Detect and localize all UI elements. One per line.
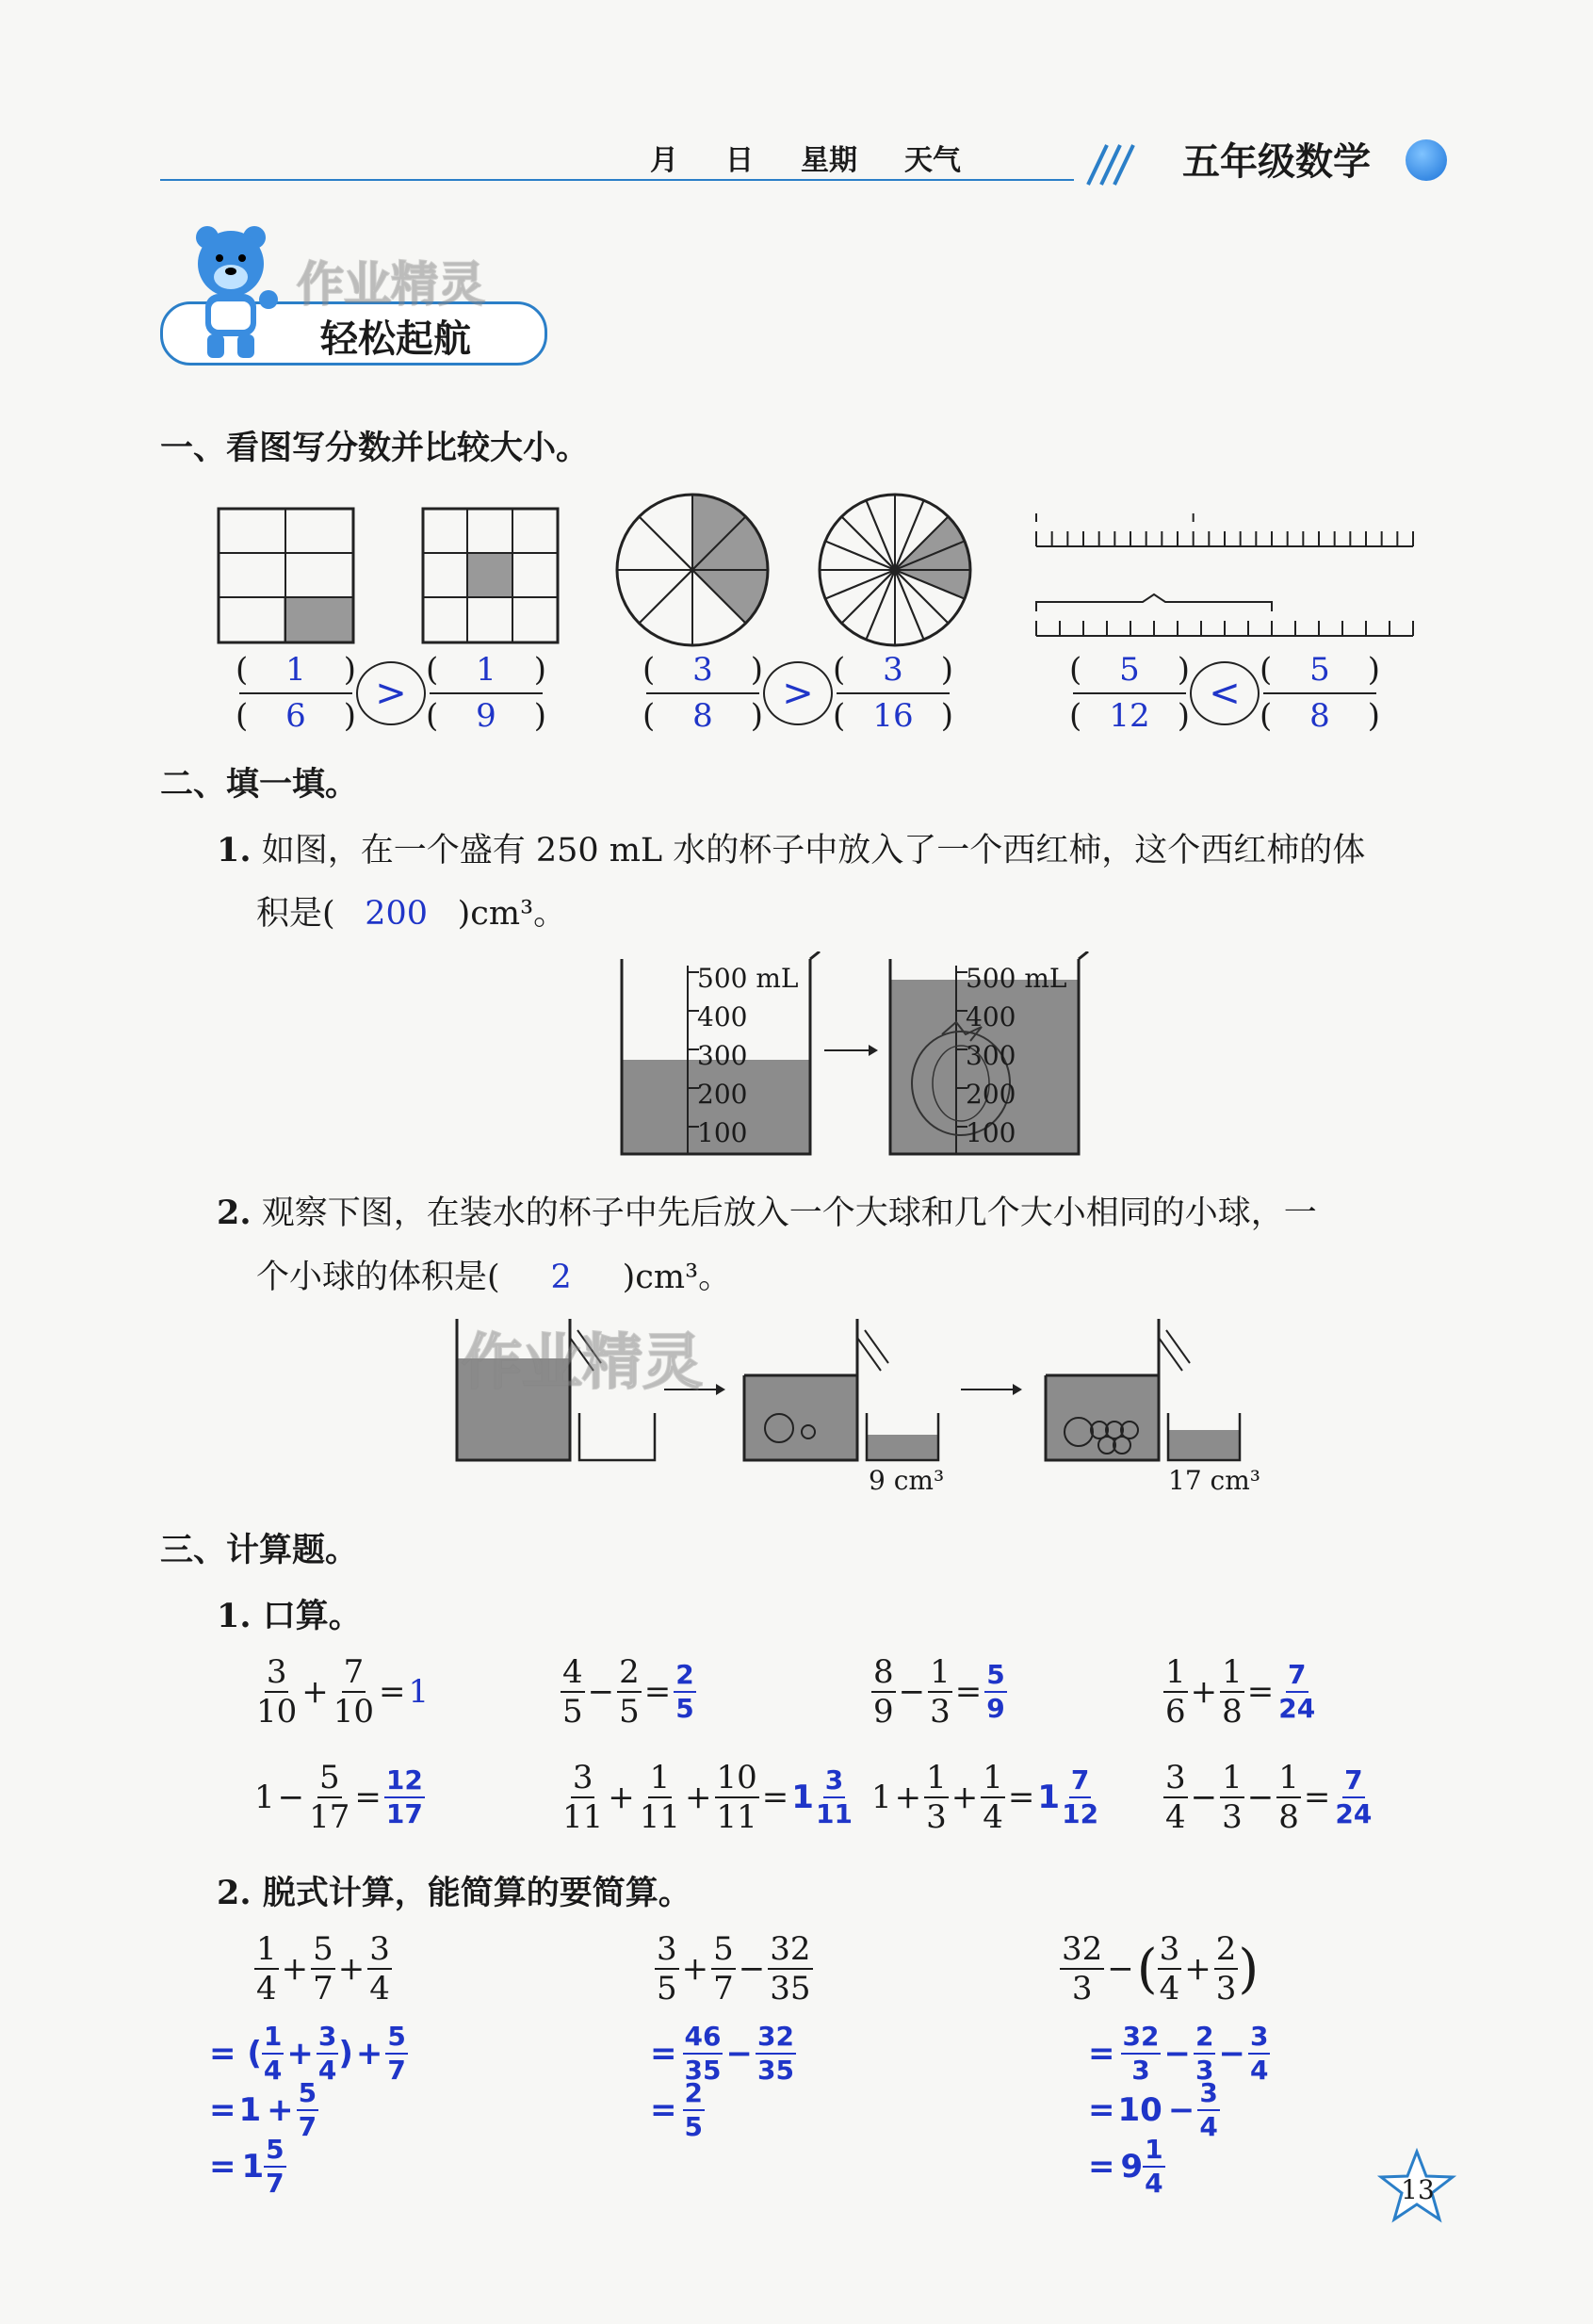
calc1-step2: = 1 + $\frac{5}{7}$: [209, 2077, 317, 2142]
pie-slice: [617, 570, 692, 624]
oral-expr-4: $\frac{1}{6}$ + $\frac{1}{8}$ = $\frac{7}{24}$: [1165, 1653, 1316, 1731]
header-rule: [160, 179, 1074, 181]
date-month-label: 月: [650, 144, 678, 177]
pie-slice: [692, 570, 768, 624]
q1-text: 如图，在一个盛有 250 mL 水的杯子中放入了一个西红柿，这个西红柿的体: [261, 832, 1366, 869]
oral-expr-6: $\frac{3}{11}$ + $\frac{1}{11}$ + $\frac{10}{11}$ = 1 $\frac{3}{11}$: [562, 1759, 853, 1836]
overflow-label-2: 17 cm³: [1168, 1465, 1260, 1496]
calc1-question: $\frac{1}{4}$ + $\frac{5}{7}$ + $\frac{3}{4}$: [256, 1930, 390, 2007]
compare-fraction: ( 1 ) ( 9 ): [426, 651, 546, 735]
bear-mascot-icon: [179, 226, 292, 363]
compare-fraction: ( 3 ) ( 16 ): [833, 651, 953, 735]
compare-symbol: >: [356, 661, 426, 725]
compare-group-3: [1069, 650, 1380, 736]
q2-line1: [217, 1187, 1317, 1234]
calc2-step1: = $\frac{46}{35}$ − $\frac{32}{35}$: [650, 2021, 794, 2086]
oral-answer: $\frac{2}{5}$: [675, 1659, 694, 1724]
answer-num: 1: [476, 651, 496, 689]
q2-number: 2.: [217, 1194, 252, 1232]
calc3-question: $\frac{32}{3}$ − ( $\frac{3}{4}$ + $\frac{2}{3}$ ): [1062, 1930, 1260, 2007]
oral-answer: 1: [408, 1673, 430, 1711]
date-weather-label: 天气: [904, 144, 961, 177]
calc3-step1: = $\frac{32}{3}$ − $\frac{2}{3}$ − $\frac{3}{4}$: [1088, 2021, 1269, 2086]
date-weekday-label: 星期: [801, 144, 857, 177]
number-line-part: [1036, 513, 1194, 522]
section1-title: 一、看图写分数并比较大小。: [160, 430, 590, 467]
calc1-step3: = 1 $\frac{5}{7}$: [209, 2134, 284, 2199]
compare-symbol: <: [1190, 661, 1260, 725]
watermark-middle: 作业精灵: [462, 1328, 703, 1398]
q1-line2: [256, 887, 566, 934]
q2-prefix: 个小球的体积是(: [256, 1259, 500, 1296]
number-line-part: [1036, 594, 1272, 611]
compare-symbol: >: [763, 661, 833, 725]
oral-answer: $\frac{7}{24}$: [1278, 1659, 1316, 1724]
beaker-label: 100: [966, 1117, 1016, 1148]
compare-group-1: [236, 650, 546, 736]
oral-expr-1: $\frac{3}{10}$ + $\frac{7}{10}$ = 1: [256, 1653, 430, 1731]
pie-slice: [639, 570, 692, 645]
beaker-label: 500 mL: [966, 963, 1067, 994]
calc3-step2: = 10 − $\frac{3}{4}$: [1088, 2077, 1218, 2142]
compare-fraction: ( 5 ) ( 12 ): [1069, 651, 1190, 735]
answer-den: 9: [476, 696, 496, 735]
circle-figure-16ths: [815, 490, 975, 650]
oral-answer: 1 $\frac{7}{12}$: [1037, 1764, 1099, 1829]
calc1-step1: = ( $\frac{1}{4}$ + $\frac{3}{4}$ ) + $\frac{5}{7}$: [209, 2021, 406, 2086]
beaker-label: 200: [966, 1079, 1016, 1110]
beaker-label: 400: [966, 1001, 1016, 1032]
answer-num: 1: [285, 651, 306, 689]
answer-num: 3: [883, 651, 903, 689]
section3-title: 三、计算题。: [160, 1532, 359, 1569]
calc-title: 2. 脱式计算，能简算的要简算。: [217, 1874, 691, 1912]
compare-fraction: ( 1 ) ( 6 ): [236, 651, 356, 735]
number-line-figure: [1027, 513, 1422, 655]
q2-line2: [256, 1251, 731, 1298]
beaker-right-labels: [966, 959, 1067, 1152]
compare-fraction: ( 5 ) ( 8 ): [1260, 651, 1380, 735]
beaker-label: 100: [697, 1117, 748, 1148]
q1-prefix: 积是(: [256, 895, 335, 933]
pie-slice: [895, 570, 924, 645]
book-title: 五年级数学: [1182, 140, 1371, 184]
q1-suffix: )cm³。: [457, 895, 567, 933]
pie-slice: [820, 570, 895, 599]
answer-den: 8: [692, 696, 713, 735]
beaker-left-labels: [697, 959, 799, 1152]
q1-line1: [217, 824, 1365, 871]
q1-answer: 200: [365, 895, 429, 933]
beaker-label: 400: [697, 1001, 748, 1032]
beaker-label: 300: [966, 1040, 1016, 1071]
answer-den: 12: [1109, 696, 1150, 735]
header-slash-icon: [1079, 139, 1135, 187]
page-number: 13: [1401, 2174, 1435, 2205]
oral-answer: $\frac{12}{17}$: [385, 1764, 423, 1829]
pie-slice: [617, 516, 692, 570]
oral-title: 1. 口算。: [217, 1597, 362, 1635]
watermark-top: 作业精灵: [297, 257, 485, 312]
date-day-label: 日: [725, 144, 754, 177]
answer-den: 6: [285, 696, 306, 735]
pie-slice: [866, 495, 895, 570]
oral-expr-2: $\frac{4}{5}$ − $\frac{2}{5}$ = $\frac{2}{5}$: [562, 1653, 694, 1731]
pie-slice: [639, 495, 692, 570]
oral-expr-5: 1 − $\frac{5}{17}$ = $\frac{12}{17}$: [254, 1759, 423, 1836]
overflow-label-1: 9 cm³: [869, 1465, 945, 1496]
answer-num: 5: [1119, 651, 1140, 689]
blue-dot-icon: [1406, 139, 1447, 181]
answer-den: 16: [872, 696, 914, 735]
header: [160, 132, 1460, 198]
answer-num: 3: [692, 651, 713, 689]
compare-group-2: [642, 650, 953, 736]
calc2-question: $\frac{3}{5}$ + $\frac{5}{7}$ − $\frac{32}{35}$: [657, 1930, 811, 2007]
answer-den: 8: [1309, 696, 1330, 735]
circle-figure-8ths: [612, 490, 772, 650]
q1-number: 1.: [217, 831, 252, 869]
oral-expr-3: $\frac{8}{9}$ − $\frac{1}{3}$ = $\frac{5}{9}$: [873, 1653, 1005, 1731]
oral-answer: $\frac{7}{24}$: [1335, 1764, 1373, 1829]
banner: [160, 226, 556, 367]
oral-answer: 1 $\frac{3}{11}$: [791, 1764, 853, 1829]
beaker-label: 300: [697, 1040, 748, 1071]
oral-answer: $\frac{5}{9}$: [986, 1659, 1005, 1724]
beaker-label: 200: [697, 1079, 748, 1110]
grid-figure-1: [217, 507, 356, 646]
oral-expr-7: 1 + $\frac{1}{3}$ + $\frac{1}{4}$ = 1 $\frac{7}{12}$: [871, 1759, 1099, 1836]
beaker-label: 500 mL: [697, 963, 799, 994]
q2-suffix: )cm³。: [622, 1259, 732, 1296]
compare-fraction: ( 3 ) ( 8 ): [642, 651, 763, 735]
banner-title: 轻松起航: [320, 317, 471, 361]
section2-title: 二、填一填。: [160, 766, 359, 804]
q2-answer: 2: [550, 1259, 572, 1296]
q2-text: 观察下图，在装水的杯子中先后放入一个大球和几个大小相同的小球，一: [261, 1195, 1317, 1232]
answer-num: 5: [1309, 651, 1330, 689]
calc2-step2: = $\frac{2}{5}$: [650, 2077, 703, 2142]
grid-figure-2: [421, 507, 561, 646]
oral-expr-8: $\frac{3}{4}$ − $\frac{1}{3}$ − $\frac{1}{8}$ = $\frac{7}{24}$: [1165, 1759, 1373, 1836]
calc3-step3: = 9 $\frac{1}{4}$: [1088, 2134, 1163, 2199]
